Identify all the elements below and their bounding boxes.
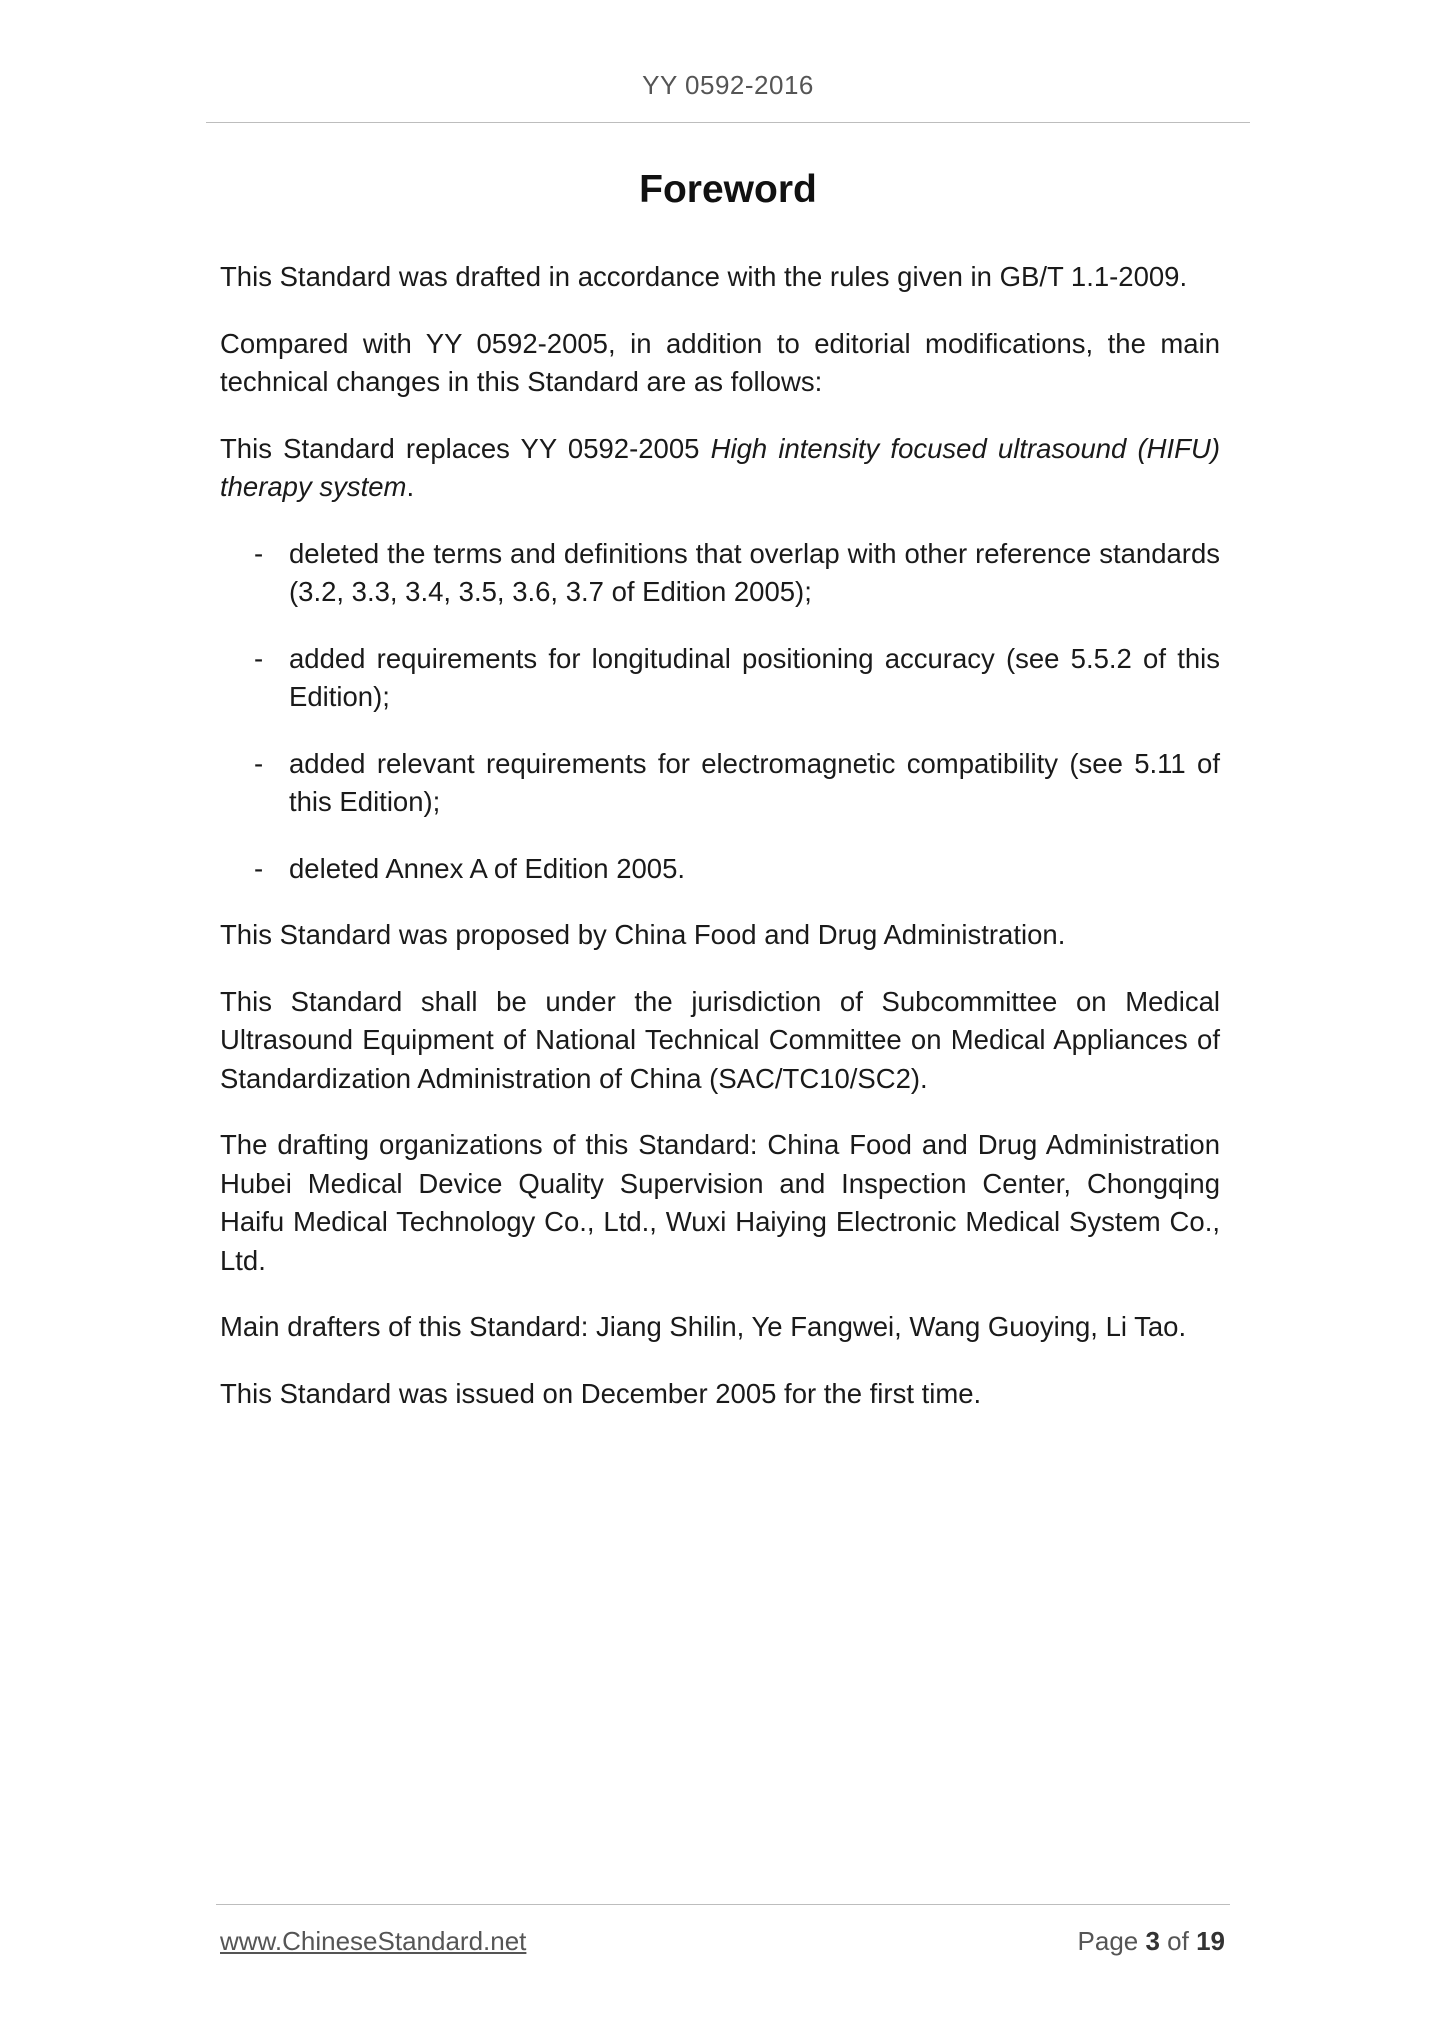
- foreword-body: [220, 258, 1220, 1441]
- page-header-doc-id: YY 0592-2016: [642, 70, 814, 100]
- page-prefix: Page: [1077, 1926, 1146, 1956]
- change-list-item: [220, 850, 1220, 889]
- change-list-item-text: added relevant requirements for electromagnetic compatibility (see 5.11 of this Edition);: [289, 747, 1220, 817]
- page-title: Foreword: [639, 168, 817, 211]
- bullet-dash: -: [254, 537, 264, 569]
- paragraph-main-drafters: Main drafters of this Standard: Jiang Shilin, Ye Fangwei, Wang Guoying, Li Tao.: [220, 1311, 1187, 1342]
- paragraph-drafting-rules: This Standard was drafted in accordance with the rules given in GB/T 1.1-2009.: [220, 261, 1188, 292]
- replaces-end-text: .: [406, 471, 415, 502]
- page-number: [1078, 1926, 1225, 1957]
- change-list-item: [220, 535, 1220, 612]
- page-of: of: [1159, 1926, 1197, 1956]
- paragraph-proposed-by: This Standard was proposed by China Food and Drug Administration.: [220, 919, 1066, 950]
- paragraph-first-issue: This Standard was issued on December 2005 for the first time.: [220, 1377, 982, 1409]
- footer-divider: [216, 1904, 1230, 1905]
- page-total: 19: [1196, 1926, 1225, 1956]
- paragraph-changes-intro: Compared with YY 0592-2005, in addition to editorial modifications, the main technical changes in this Standard are as follows:: [220, 327, 1220, 397]
- change-list-item: [220, 640, 1220, 717]
- change-list-item-text: deleted Annex A of Edition 2005.: [289, 852, 686, 884]
- website-link[interactable]: www.ChineseStandard.net: [220, 1926, 527, 1956]
- page-current: 3: [1145, 1926, 1160, 1956]
- paragraph-drafting-organizations: The drafting organizations of this Standard: China Food and Drug Administration Hubei Medical Device Quality Supervision and Inspection Center, Chongqing Haifu Medical Technology Co., Ltd., Wuxi Haiying Electronic Medical System Co., Ltd.: [220, 1129, 1220, 1276]
- change-list-item-text: added requirements for longitudinal positioning accuracy (see 5.5.2 of this Edition);: [289, 642, 1220, 712]
- replaced-standard-title: High intensity focused ultrasound (HIFU) therapy system: [220, 432, 1220, 502]
- replaces-lead-text: This Standard replaces YY 0592-2005: [220, 432, 711, 464]
- header-divider: [206, 122, 1250, 123]
- change-list-item: [220, 745, 1220, 822]
- paragraph-jurisdiction: This Standard shall be under the jurisdiction of Subcommittee on Medical Ultrasound Equipment of National Technical Committee on Medical Appliances of Standardization Administration of China (SAC/TC10/SC2).: [220, 985, 1220, 1094]
- bullet-dash: -: [254, 747, 264, 779]
- bullet-dash: -: [254, 852, 264, 884]
- paragraph-replaces: [220, 430, 1220, 507]
- change-list-item-text: deleted the terms and definitions that overlap with other reference standards (3.2, 3.3, 3.4, 3.5, 3.6, 3.7 of Edition 2005);: [289, 537, 1220, 607]
- bullet-dash: -: [254, 642, 264, 674]
